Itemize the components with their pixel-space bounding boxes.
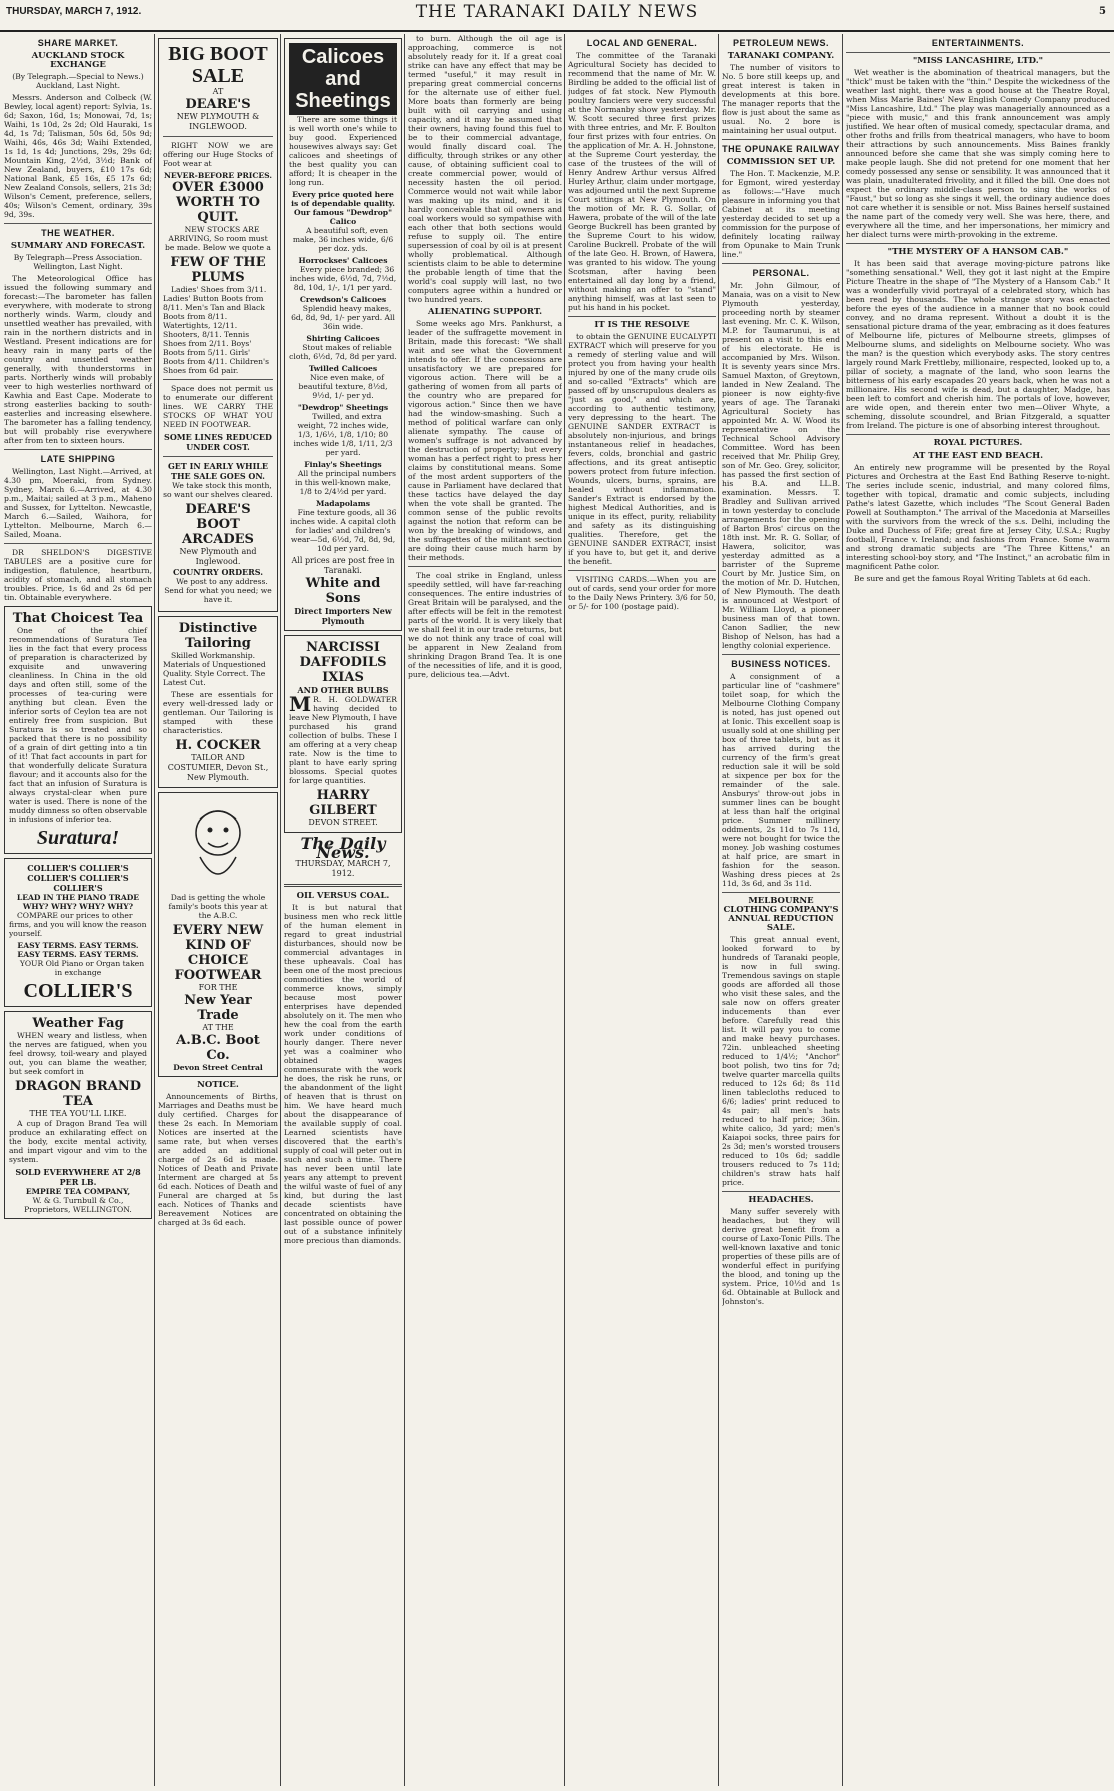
page-number: 5 (1099, 6, 1106, 17)
daily-news-nameplate: The Daily News. (300, 834, 386, 862)
choice-footwear: CHOICE FOOTWEAR (174, 953, 262, 983)
big-boot-sale: BIG BOOT SALE (168, 43, 268, 87)
suratura-ad (4, 606, 152, 854)
weather-fag-heading: Weather Fag (32, 1016, 124, 1031)
colliers-repeat: COLLIER'S COLLIER'S COLLIER'S COLLIER'S COLLIER'S (27, 863, 129, 893)
colliers-brand: COLLIER'S (23, 980, 133, 1002)
notice-heading: NOTICE. (197, 1080, 239, 1090)
post-text: We post to any address. Send for what you need; we have it. (164, 577, 272, 604)
local-general-body: The committee of the Taranaki Agricultural Society has decided to recommend that the name of Mr. W. Birdling be added to the official list of judges of fat stock. New Plymouth poultry fanciers were very successful at the Normanby show yesterday. Mr. W. Scott secured three first prizes with three entries, and Mr. F. Boulton four first prizes with four entries. On the application of Mr. A. H. Johnstone, at the Supreme Court yesterday, the case of the trustees of the will of Henry Andrew Arthur versus Alfred Hurley Arthur, claim under mortgage, was adjourned until the next Supreme Court sittings at New Plymouth. On the motion of Mr. R. G. Sollar, of Hawera, probate of the will of the late George Buckrell has been granted by the Supreme Court to his widow, Caroline Buckrell. Probate of the will of the late Geo. H. Brown, of Hawera, was granted to his widow. The young Scotsman, after having been entertained all day long by a friend, without making an offer to "stand" anything himself, was at last seen to put his hand in his pocket. (568, 51, 716, 312)
colliers-terms: EASY TERMS. EASY TERMS. EASY TERMS. EASY TERMS. (17, 941, 139, 959)
empire-tea-sub: W. & G. Turnbull & Co., (32, 1196, 124, 1205)
crewdson-body: Splendid heavy makes, 6d, 8d, 9d, 1/- per yard. All 36in wide. (291, 304, 395, 331)
devon-street: DEVON STREET. (308, 818, 378, 827)
crewdson-heading: Crewdson's Calicoes (299, 295, 387, 304)
dewdrop-body: A beautiful soft, even make, 36 inches wide, 6/6 per doz. yds. (292, 226, 394, 253)
auckland-exchange-heading: AUCKLAND STOCK EXCHANGE (31, 51, 125, 70)
at-the: AT THE (202, 1023, 234, 1032)
resolve-heading: IT IS THE RESOLVE (594, 320, 690, 330)
divider (163, 456, 273, 457)
notice-body: Announcements of Births, Marriages and Deaths must be duly certified. Charges for these 2s each. In Memoriam Notices are inserted at the same rate, but when verses are added an additional charge of 2s 6d is made. Notices of Death and Private Interment are charged at 5s 6d each. Notices of Death and Funeral are charged at 5s each. Notices of Thanks and Bereavement Notices are charged at 3s 6d each. (158, 1092, 278, 1227)
distinctive-tailoring: Distinctive Tailoring (178, 621, 258, 651)
madapolams-heading: Madapolams (315, 499, 371, 508)
column-2 (158, 34, 278, 1786)
harry-gilbert: HARRY GILBERT (309, 788, 377, 818)
baby-illustration (178, 801, 258, 887)
column-5 (568, 34, 716, 1786)
dragon-body: A cup of Dragon Brand Tea will produce an exhilarating effect on the body, excite mental activity, and impart vigour and vim to the system. (9, 1119, 147, 1164)
weather-fag-body: WHEN weary and listless, when the nerves are fatigued, when you feel drowsy, toil-weary and played out, you can blame the weather, but seek comfort in (9, 1031, 147, 1076)
visiting-cards: VISITING CARDS.—When you are out of cards, send your order for more to the Daily News Printery. 3/6 for 50, or 5/- for 100 (postage paid). (568, 575, 716, 611)
plums-list: Ladies' Shoes from 3/11. Ladies' Button Boots from 8/11. Men's Tan and Black Boots from 8/11. Watertights, 12/11. Shooters, 8/11. Tennis Shoes from 2/11. Boys' Boots from 5/11. Girls' Boots from 4/11. Children's Shoes from 6d pair. (163, 285, 270, 375)
auckland-dateline: (By Telegraph.—Special to News.) Auckland, Last Night. (12, 72, 144, 90)
resolve-body: to obtain the GENUINE EUCALYPTI EXTRACT which will preserve for you a remedy of sterling value and will protect you from having your health injured by one of the many crude oils and so-called "Extracts" which are passed off by unscrupulous dealers as "just as good," and which are, according to authentic testimony, very depressing to the heart. The GENUINE SANDER EXTRACT is absolutely non-injurious, and brings instantaneous relief in headaches, fevers, colds, bronchial and gastric affections, and its great antiseptic powers protect from future infection. Wounds, ulcers, burns, sprains, are healed without inflammation. Sander's Extract is endorsed by the highest Medical Authorities, and is unique in its effect, purity, reliability and safety as its distinguishing qualities. Therefore, get the GENUINE SANDER EXTRACT, insist if you have to, but get it, and derive the benefit. (568, 332, 716, 566)
hansom-cab-heading: "THE MYSTERY OF A HANSOM CAB." (887, 247, 1069, 257)
never-before-prices: NEVER-BEFORE PRICES. (163, 171, 273, 180)
suratura-heading: That Choicest Tea (12, 611, 144, 626)
horrockses-heading: Horrockses' Calicoes (298, 256, 388, 265)
divider (846, 243, 1110, 244)
dewdrop-sheetings-heading: "Dewdrop" Sheetings (297, 403, 389, 412)
local-general-heading: LOCAL AND GENERAL. (586, 38, 698, 48)
colliers-lead: LEAD IN THE PIANO TRADE (16, 893, 140, 902)
share-market-heading: SHARE MARKET. (37, 38, 119, 48)
all-prices: All prices are post free in Taranaki. (291, 556, 395, 575)
dewdrop-heading: Our famous "Dewdrop" Calico (293, 208, 393, 226)
divider (163, 136, 273, 137)
other-bulbs: AND OTHER BULBS (297, 685, 389, 695)
dragon-sold: SOLD EVERYWHERE AT 2/8 PER LB. (15, 1167, 141, 1187)
devon-street-central: Devon Street Central (173, 1063, 263, 1072)
business-heading: BUSINESS NOTICES. (731, 659, 831, 669)
hansom-cab-body: It has been said that average moving-picture patrons like "something sensational." Well, they got it last night at the Empire Picture Theatre in the shape of "The Mystery of a Hansom Cab." It was a wonderfully vivid portrayal of a celebrated story, which has been read by thousands. The whole strange story was enacted before the eyes of the audience in a manner that no book could convey, and no drama represent. Without a doubt it is the sensational picture drama of the year, embracing as it does features of Melbourne life, pictures of Melbourne streets, glimpses of Melbourne slums, and sidelights on Melbourne society. Who was the man? is the question which everybody asks. The story centres largely round Mark Frettleby, millionaire, respected, looked up to, a pillar of society, a magnate of the land, who soon learns the bitterness of his early escapades 20 years back, when he was not a millionaire. His second wife is dead, but a daughter, Madge, has been left to comfort and cherish him. The portals of love, however, are wide open, and therein enter two men—Oliver Whyte, a scheming, dissolute scoundrel, and Brian Fitzgerald, a squatter from Ireland. The picture is one of absorbing interest throughout. (846, 259, 1110, 430)
shirting-body: Stout makes of reliable cloth, 6½d, 7d, 8d per yard. (289, 343, 397, 361)
few-plums-heading: FEW OF THE PLUMS (170, 255, 266, 285)
dragon-tagline: THE TEA YOU'LL LIKE. (29, 1109, 127, 1118)
new-stocks-text: NEW STOCKS ARE ARRIVING, So room must be made. Below we quote a (165, 225, 271, 252)
shipping-report: Wellington, Last Night.—Arrived, at 4.30 pm, Moeraki, from Sydney. Sydney, March 6.—Arrived, at 4.30 p.m., Maitai; sailed at 3 p.m., Maheno and Sussex, for Lyttelton. Newcastle, March 6.—Sailed, Waihora, for Lyttelton. Melbourne, March 6.—Sailed, Moana. (4, 467, 152, 539)
weather-heading: THE WEATHER. (41, 228, 115, 238)
twilled-body: Nice even make, of beautiful texture, 8½d, 9½d, 1/- per yd. (298, 373, 388, 400)
dewdrop-sheetings-body: Twilled, and extra weight, 72 inches wide, 1/3, 1/6½, 1/8, 1/10; 80 inches wide 1/8, 1/11, 2/3 per yard. (293, 412, 393, 457)
cocker-tailoring-ad (158, 616, 278, 788)
divider (722, 1191, 840, 1192)
column-rule (564, 34, 565, 1786)
commission-heading: COMMISSION SET UP. (726, 157, 836, 167)
divider (722, 263, 840, 264)
horrockses-body: Every piece branded; 36 inches wide, 6½d, 7d, 7½d, 8d, 10d, 1/-, 1/1 per yard. (289, 265, 397, 292)
for-the: FOR THE (198, 983, 238, 992)
space-text: Space does not permit us to enumerate our different lines. WE CARRY THE STOCKS OF WHAT YOU NEED IN FOOTWEAR. (163, 384, 273, 429)
every-price: Every price quoted here is of dependable quality. (291, 190, 395, 208)
colliers-ad (4, 858, 152, 1007)
suratura-body: One of the chief recommendations of Suratura Tea lies in the fact that every process of preparation is characterized by exquisite and unwavering cleanliness. In China in the old days and often still, some of the processes of tea-curing were anything but clean. Even the inferior sorts of Ceylon tea are not entirely free from suspicion. But Suratura is so treated and so packed that there is no possibility of a grain of dirt getting into a tin of it! That fact accounts in part for that wonderfully delicate Suratura flavour; and it accounts also for the fact that an infusion of Suratura is always crystal-clear when pure water is used. There is none of the muddy dimness so often observable in infusions of inferior tea. (9, 626, 147, 824)
white-sons-name: White and Sons (305, 576, 381, 606)
entertainments-heading: ENTERTAINMENTS. (931, 38, 1025, 48)
deares-location: NEW PLYMOUTH & INGLEWOOD. (176, 112, 260, 131)
royal-footer: Be sure and get the famous Royal Writing Tablets at 6d each. (854, 574, 1091, 583)
royal-pictures-heading: ROYAL PICTURES. (933, 438, 1023, 448)
boot-arcades-heading: DEARE'S BOOT ARCADES (182, 502, 254, 547)
dragon-brand-heading: DRAGON BRAND TEA (14, 1079, 142, 1109)
white-sons-ad (284, 38, 402, 631)
column-rule (280, 34, 281, 1786)
gilbert-bulbs-ad (284, 635, 402, 833)
east-end-heading: AT THE EAST END BEACH. (912, 451, 1044, 461)
column-1 (4, 34, 152, 1786)
dragon-tea-ad (4, 1011, 152, 1219)
weather-subheading: SUMMARY AND FORECAST. (10, 241, 146, 251)
column-rule (842, 34, 843, 1786)
deares-name: DEARE'S (185, 97, 251, 112)
petroleum-heading: PETROLEUM NEWS. (732, 38, 829, 48)
direct-importers: Direct Importers New Plymouth (294, 606, 392, 626)
divider (846, 52, 1110, 53)
colliers-compare: COMPARE our prices to other firms, and you will know the reason yourself. (9, 911, 147, 938)
column-4 (408, 34, 562, 1786)
cocker-address: TAILOR AND COSTUMIER, Devon St., New Plymouth. (167, 753, 269, 782)
auckland-report: Messrs. Anderson and Colbeck (W. Bewley, local agent) report: Sylvia, 1s. 6d; Saxon, 16d, 1s; Monowai, 7d, 1s; Waihi, 1s 10d, 2s 2d; Old Hauraki, 1s 4d, 1s 7d; Talisman, 50s 6d, 50s 9d; Waihi, 46s, 46s 3d; Waihi Extended, 1s 1d, 1s 4d; Junctions, 29s, 29s 6d; Mountain King, 2½d, 3½d; Bank of New Zealand, buyers, £10 17s 6d; National Bank, £5 16s, £5 17s 6d; New Zealand Consols, sellers, 21s 3d; Wilson's Cement, preference, sellers, 40s; Wilson's Cement, ordinary, 39s 9d, 39s. (4, 93, 152, 219)
petroleum-body: The number of visitors to No. 5 bore still keeps up, and great interest is taken in developments at this bore. The manager reports that the flow is just about the same as usual. No. 2 bore is maintaining her usual output. (722, 63, 840, 135)
abc-boot-co: A.B.C. Boot Co. (176, 1033, 260, 1063)
empire-tea-heading: EMPIRE TEA COMPANY, (25, 1187, 131, 1196)
abc-boot-ad (158, 792, 278, 1077)
suratura-brand: Suratura! (36, 827, 120, 849)
opunake-body: The Hon. T. Mackenzie, M.P. for Egmont, wired yesterday as follows:—"Have much pleasure in informing you that Cabinet at its meeting yesterday decided to set up a commission for the purpose of definitely locating railway from Opunake to Main Trunk line." (722, 169, 840, 259)
divider (4, 449, 152, 450)
deares-sale-ad (158, 38, 278, 612)
calicoes-heading: Calicoes and Sheetings (289, 43, 397, 115)
dad-caption: Dad is getting the whole family's boots this year at the A.B.C. (168, 893, 268, 920)
divider (4, 543, 152, 544)
finlay-heading: Finlay's Sheetings (304, 460, 382, 469)
boot-arcades-location: New Plymouth and Inglewood. (179, 547, 257, 566)
alienating-body: Some weeks ago Mrs. Pankhurst, a leader of the suffragette movement in Britain, made this forecast: "We shall wait and see what the Government intends to offer. If the concessions are unsatisfactory we are prepared for vigorous action. There will be a gathering of women from all parts of the country who are prepared for vigorous action." Since then we have had the window-smashing. Such a method of political warfare can only alienate sympathy. The cause of women's suffrage is not advanced by the destruction of property; but every woman has a perfect right to press her claims by constitutional means. Some of the most ardent supporters of the cause in Parliament have declared that these tactics have delayed the day when the vote shall be granted. The common sense of the public revolts against the notion that reform can be won by the breaking of windows, and the suffragettes of the militant section are doing their cause much harm by their methods. (408, 319, 562, 562)
divider (568, 570, 716, 571)
every-new-kind: EVERY NEW KIND OF (172, 923, 264, 953)
right-now-text: RIGHT NOW we are offering our Huge Stocks of Foot wear at (163, 141, 273, 168)
masthead (0, 0, 1114, 32)
melbourne-body: This great annual event, looked forward to by hundreds of Taranaki people, is now in full swing. Tremendous savings on staple goods are afforded all those who visit these sales, and the sale now on offers greater inducements than ever before. Carefully read this list. It will pay you to come and make heavy purchases. 72in. unbleached sheeting reduced to 1/4½; "Anchor" boot polish, two tins for 7d; twelve quarter marcella quilts reduced to 12s 6d; 8s 11d linen tablecloths reduced to 6/6; ladies' print reduced to 4s pair; all men's hats reduced to half price; 36in. white calico, 3d yard; men's Kaiapoi socks, three pairs for 2s 3d; men's worsted trousers reduced to 10s 6d; saddle trousers reduced to 7s 11d; children's straw hats half price. (722, 935, 840, 1187)
weather-report: The Meteorological Office has issued the following summary and forecast:—The barometer has fallen everywhere, with moderate to strong northerly winds. Warm, cloudy and unsettled weather has prevailed, with rain in the northern districts and in Westland. Present indications are for heavy rain in many parts of the country and unsettled weather generally, with thunderstorms in parts. Northerly winds will probably veer to high westerlies northward of Kawhia and East Cape. Moderate to strong easterlies backing to south-easterlies and increasing elsewhere. The barometer has a falling tendency, but will probably rise everywhere after from ten to sixteen hours. (4, 274, 152, 445)
colliers-exchange: YOUR Old Piano or Organ taken in exchange (19, 959, 145, 977)
over-3000: OVER £3000 WORTH TO QUIT. (172, 180, 264, 225)
cocker-name: H. COCKER (175, 738, 261, 753)
headaches-heading: HEADACHES. (748, 1195, 814, 1205)
oil-coal-body: It is but natural that business men who reck little of the human element in regard to great industrial disturbances, should now be commercial advantages in these upheavals. Coal has been one of the most precious commodities the world of commerce knows, simply because most power enterprises have depended absolutely on it. The men who hew the coal from the earth work under conditions of hourly danger. There never yet was a coalminer who obtained wages commensurate with the work he does, the risk he runs, or the abandonment of the light of heaven that is thrust on him. We have heard much about the disappearance of the available supply of coal. Learned scientists have discovered that the earth's supply of coal will peter out in such and such a time. There has never been until late years any attempt to prevent the wilful waste of fuel of any kind, but during the last decade scientists have concentrated on obtaining the last possible ounce of power out of a substance infinitely more precious than diamonds. (284, 903, 402, 1245)
divider (408, 566, 562, 567)
get-in-early: GET IN EARLY WHILE THE SALE GOES ON. (167, 461, 269, 481)
divider (568, 316, 716, 317)
country-orders: COUNTRY ORDERS. (172, 567, 264, 577)
some-lines-reduced: SOME LINES REDUCED UNDER COST. (164, 432, 272, 452)
daily-news-date: THURSDAY, MARCH 7, 1912. (295, 859, 391, 878)
opunake-heading: THE OPUNAKE RAILWAY (722, 144, 840, 154)
melbourne-heading: MELBOURNE CLOTHING COMPANY'S ANNUAL REDUCTION SALE. (723, 896, 839, 933)
tailoring-body: These are essentials for every well-dressed lady or gentleman. Our Tailoring is stamped with these characteristics. (163, 690, 273, 735)
personal-body: Mr. John Gilmour, of Manaia, was on a visit to New Plymouth yesterday, proceeding north by steamer last evening. Mr. C. K. Wilson, M.P. for Taumarunui, is at present on a visit to this end of his electorate. He is accompanied by Mrs. Wilson. It is seventy years since Mrs. Samuel Maxton, of Greytown, landed in New Zealand. The pioneer is now eighty-five years of age. The Taranaki Agricultural Society has appointed Mr. A. W. Wood its representative on the Technical School Advisory Committee. Word has been received that Mr. Philip Grey, son of Mr. Geo. Grey, solicitor, has passed the first section of his B.A. and LL.B. examination. Messrs. T. Bradley and Sullivan arrived in town yesterday to conclude arrangements for the opening of Barton Bros' circus on the 18th inst. Mr. R. G. Sollar, of Hawera, solicitor, was yesterday admitted as a barrister of the Supreme Court by Mr. Justice Sim, on the motion of Mr. D. Hutchen, of New Plymouth. The death is announced at Westport of Mr. William Lloyd, a pioneer business man of that town. Canon Sadlier, the new Bishop of Nelson, has had a lengthy colonial experience. (722, 281, 840, 650)
calicoes-intro: There are some things it is well worth one's while to buy good. Experienced housewives always say: Get calicoes and sheetings of the best quality you can afford; It is cheaper in the long run. (289, 115, 397, 187)
taranaki-company: TARANAKI COMPANY. (727, 51, 835, 61)
column-3 (284, 34, 402, 1786)
headaches-body: Many suffer severely with headaches, but they will derive great benefit from a course of Laxo-Tonic Pills. The well-known laxative and tonic properties of these pills are of wonderful effect in purifying the blood, and toning up the system. Price, 10½d and 1s 6d. Obtainable at Bullock and Johnston's. (722, 1207, 840, 1306)
alienating-heading: ALIENATING SUPPORT. (427, 307, 543, 317)
shipping-heading: LATE SHIPPING (40, 454, 116, 464)
take-stock-text: We take stock this month, so want our shelves cleared. (163, 481, 273, 499)
divider (4, 223, 152, 224)
column-rule (404, 34, 405, 1786)
divider (722, 654, 840, 655)
column-6 (722, 34, 840, 1786)
goldwater-body: MR. H. GOLDWATER having decided to leave New Plymouth, I have purchased his grand collection of bulbs. These I am offering at a very cheap rate. Now is the time to plant to have early spring blossoms. Special quotes for large quantities. (289, 692, 397, 785)
divider (284, 884, 402, 887)
column-7 (846, 34, 1110, 1786)
empire-tea-props: Proprietors, WELLINGTON. (24, 1205, 132, 1214)
dr-sheldon-ad: DR SHELDON'S DIGESTIVE TABULES are a positive cure for indigestion, flatulence, heartburn, acidity of stomach, and all stomach troubles. Price, 1s 6d and 2s 6d per tin. Obtainable everywhere. (4, 548, 152, 602)
business-body: A consignment of a particular line of "cashmere" toilet soap, for which the Melbourne Clothing Company is noted, has just opened out at Ionic. This excellent soap is usually sold at one shilling per box of three tablets, but as it has arrived during the currency of the firm's great reduction sale it will be sold at sixpence per box for the remainder of the sale. Ansburys' throw-out jobs in summer lines can be bought at less than half the original price. Summer millinery oddments, 2s 11d to 7s 11d, were not bought for twice the money. Job washing costumes at half price, are smart in fashion for the season. Washing dress pieces at 2s 11d, 3s 6d, and 3s 11d. (722, 672, 840, 888)
oil-coal-continued: to burn. Although the oil age is approaching, commerce is not absolutely ready for it. If a great coal strike can have any effect that may be termed "useful," it may result in preparing great commercial concerns for the alternate use of either fuel. More boats than formerly are being built with oil carrying and using capacity, and it may be assumed that their owners, having found this fuel to be to their commercial advantage, would finally discard coal. The difficulty, through strikes or any other cause, of obtaining sufficient coal to create commercial power, would of necessity hasten the oil period. Commerce would not wait while labor was making up its mind, and it is hardly conceivable that oil owners and coal workers would so sympathise with each other that both sections would refuse to supply oil. The entire supersession of coal by oil is at present wholly problematical. Although scientists claim to be able to determine the probable length of time that the world's coal supply will last, no two computers agree within a hundred or two hundred years. (408, 34, 562, 304)
coal-strike-paragraph: The coal strike in England, unless speedily settled, will have far-reaching consequences. The entire industries of Great Britain will be paralysed, and the after effects will be felt in the remotest parts of the world. It is very likely that we shall feel it in our trade returns, but we do not think any trace of coal will be apparent in New Zealand from shrinking Dragon Brand Tea. It is one of the necessities of life, and it is good, pure, delicious tea.—Advt. (408, 571, 562, 679)
personal-heading: PERSONAL. (752, 268, 810, 278)
column-rule (718, 34, 719, 1786)
shirting-heading: Shirting Calicoes (306, 334, 380, 343)
weather-dateline: By Telegraph—Press Association. Wellington, Last Night. (13, 253, 143, 271)
oil-coal-heading: OIL VERSUS COAL. (296, 891, 390, 901)
madapolams-body: Fine texture goods, all 36 inches wide. A capital cloth for ladies' and children's wear—5d, 6½d, 7d, 8d, 9d, 10d per yard. (290, 508, 397, 553)
new-year-trade: New Year Trade (184, 993, 252, 1023)
narcissi-heading: NARCISSI DAFFODILS IXIAS (299, 640, 387, 685)
tailoring-list: Skilled Workmanship. Materials of Unquestioned Quality. Style Correct. The Latest Cut. (163, 651, 266, 687)
divider (163, 379, 273, 380)
twilled-heading: Twilled Calicoes (308, 364, 378, 373)
masthead-title: THE TARANAKI DAILY NEWS (415, 2, 699, 22)
finlay-body: All the principal numbers in this well-known make, 1/8 to 2/4½d per yard. (295, 469, 397, 496)
masthead-date: THURSDAY, MARCH 7, 1912. (6, 6, 142, 17)
divider (846, 434, 1110, 435)
royal-pictures-body: An entirely new programme will be presented by the Royal Pictures and Orchestra at the East End Bathing Reserve to-night. The series include scenic, industrial, and many colored films, together with topical, dramatic and comic subjects, including Pathe's latest Gazette, which includes "The Scout General Baden Powell at Southampton." The arrival of the Macedonia at Marseilles with the survivors from the wreck of the s.s. Delhi, including the Duke and Duchess of Fife; great fire at Jersey City, U.S.A.; Rugby football, France v. Ireland; and fashions from France. Some warm and strong dramatic subjects are "The Three Kittens," an interesting school-boy story, and "The Instinct," an acrobatic film in magnificent Pathe color. (846, 463, 1110, 571)
miss-lancashire-heading: "MISS LANCASHIRE, LTD." (912, 56, 1044, 66)
at-label: AT (212, 87, 224, 96)
column-rule (154, 34, 155, 1786)
colliers-why: WHY? WHY? WHY? WHY? (22, 902, 134, 911)
miss-lancashire-body: Wet weather is the abomination of theatrical managers, but the "thick" must be taken with the "thin." Despite the wickedness of the weather last night, there was a good house at the Theatre Royal, when Miss Marie Baines' New English Comedy Company produced "Miss Lancashire, Ltd." The play was managerially announced as a "piece with music," and this frank announcement was amply justified. We hear often of musical comedy, spectacular drama, and other froths and frills from theatrical managers, who have to boom their attractions by such announcements. Miss Baines frankly announced before she came that she was simply coming here to make people laugh. She did not pretend for one moment that her comedy possessed any sense or sensibility. It was announced that it was plain, unadulterated frivolity, and it filled the bill. One does not expect the ordinary middle-class person to sing the works of "Faust," but so long as she sings it well, the ordinary audience does not care whether it is sensible or not. Miss Baines herself sustained the name part of the comedy very well. She was here, there, and everywhere all the time, and her impersonations, her mimicry and her dialect turns were mirth-provoking in the extreme. (846, 68, 1110, 239)
divider (722, 892, 840, 893)
divider (722, 139, 840, 140)
